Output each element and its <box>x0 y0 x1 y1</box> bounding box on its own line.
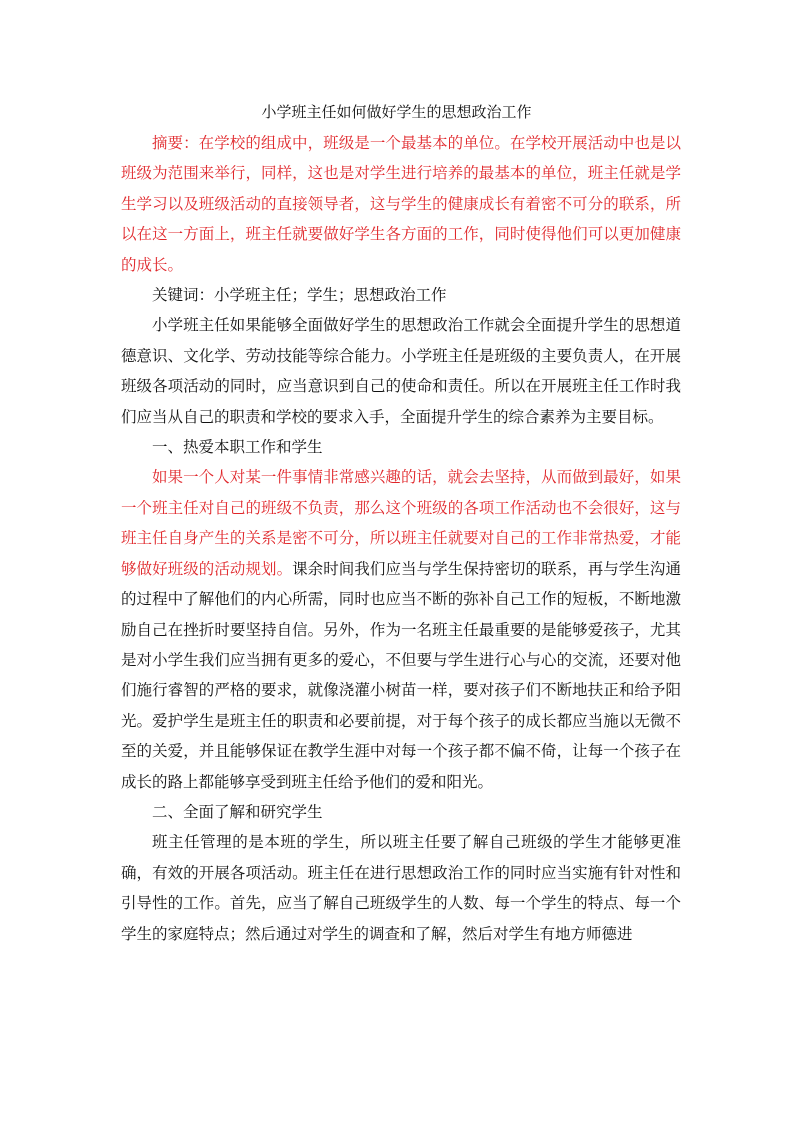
section-1-heading: 一、热爱本职工作和学生 <box>152 438 323 457</box>
section-1-paragraph <box>121 462 681 796</box>
section-1-rest: 课余时间我们应当与学生保持密切的联系，再与学生沟通的过程中了解他们的内心所需，同时也应当不断的弥补自己工作的短板，不断地激励自己在挫折时要坚持自信。另外，作为一名班主任最重要的是能够爱孩子，尤其是对小学生我们应当拥有更多的爱心，不但要与学生进行心与心的交流，还要对他们施行睿智的严格的要求，就像浇灌小树苗一样，要对孩子们不断地扶正和给予阳光。爱护学生是班主任的职责和必要前提，对于每个孩子的成长都应当施以无微不至的关爱，并且能够保证在教学生涯中对每一个孩子都不偏不倚，让每一个孩子在成长的路上都能够享受到班主任给予他们的爱和阳光。 <box>121 559 681 791</box>
document-title: 小学班主任如何做好学生的思想政治工作 <box>261 103 532 121</box>
document-body <box>121 128 681 949</box>
keywords-paragraph: 关键词：小学班主任；学生；思想政治工作 <box>152 286 447 305</box>
section-1-highlight: 如果一个人对某一件事情非常感兴趣的话，就会去坚持，从而做到最好，如果一个班主任对自己的班级不负责，那么这个班级的各项工作活动也不会很好，这与班主任自身产生的关系是密不可分，所以班主任就要对自己的工作非常热爱，才能够做好班级的活动规划。 <box>121 468 681 578</box>
abstract-paragraph: 摘要：在学校的组成中，班级是一个最基本的单位。在学校开展活动中也是以班级为范围来举行，同样，这也是对学生进行培养的最基本的单位，班主任就是学生学习以及班级活动的直接领导者，这与学生的健康成长有着密不可分的联系，所以在这一方面上，班主任就要做好学生各方面的工作，同时使得他们可以更加健康的成长。 <box>121 134 681 274</box>
section-2-heading: 二、全面了解和研究学生 <box>152 802 323 821</box>
intro-paragraph: 小学班主任如果能够全面做好学生的思想政治工作就会全面提升学生的思想道德意识、文化学、劳动技能等综合能力。小学班主任是班级的主要负责人，在开展班级各项活动的同时，应当意识到自己的使命和责任。所以在开展班主任工作时我们应当从自己的职责和学校的要求入手，全面提升学生的综合素养为主要目标。 <box>121 316 681 426</box>
section-2-paragraph: 班主任管理的是本班的学生，所以班主任要了解自己班级的学生才能够更准确，有效的开展各项活动。班主任在进行思想政治工作的同时应当实施有针对性和引导性的工作。首先，应当了解自己班级学生的人数、每一个学生的特点、每一个学生的家庭特点；然后通过对学生的调查和了解，然后对学生有地方师德进 <box>121 833 681 943</box>
